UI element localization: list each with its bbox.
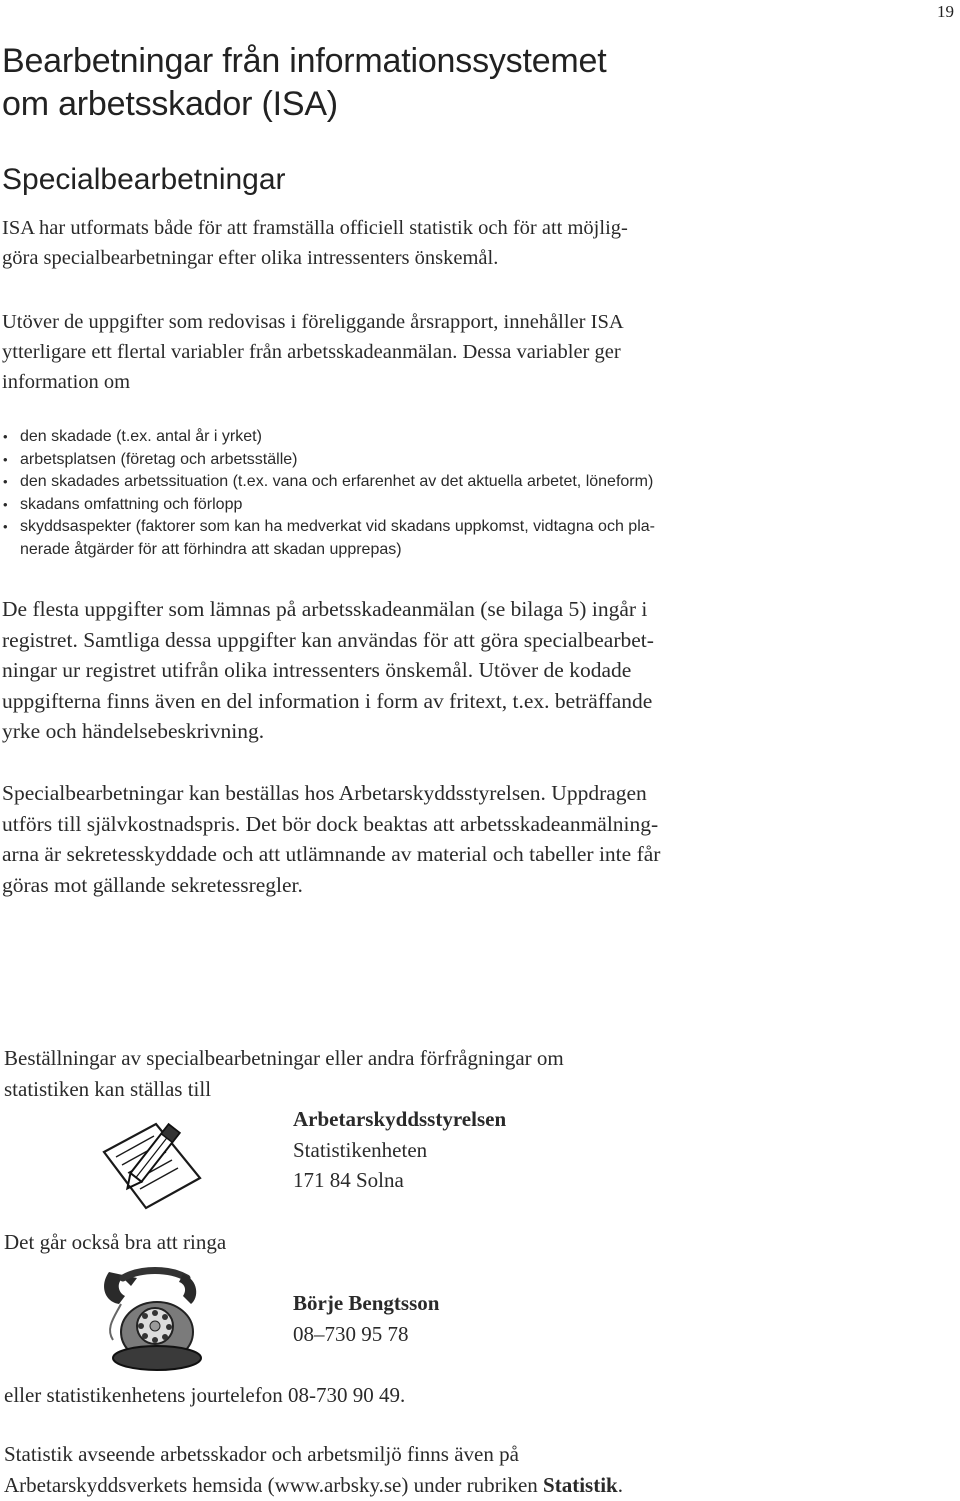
text-line: göras mot gällande sekretessregler. [2,872,303,897]
text-line: statistiken kan ställas till [4,1077,212,1101]
text-line: Specialbearbetningar kan beställas hos Arbetarskyddsstyrelsen. Uppdragen [2,781,647,805]
bullet-icon: • [3,429,8,444]
address-unit: Statistikenheten [293,1137,428,1162]
switchboard-info: eller statistikenhetens jourtelefon 08-730 90 49. [4,1383,406,1407]
contact-name: Börje Bengtsson [293,1291,440,1315]
contact-person [293,1288,439,1349]
text-line: information om [2,371,131,393]
contact-phone: 08–730 95 78 [293,1321,409,1346]
section-heading: Specialbearbetningar [2,163,286,196]
address-organization: Arbetarskyddsstyrelsen [293,1107,507,1131]
text-line: uppgifterna finns även en del information i form av fritext, t.ex. beträffande [2,688,653,713]
text-line: De flesta uppgifter som lämnas på arbetsskadeanmälan (se bilaga 5) ingår i [2,597,648,621]
list-item: • den skadade (t.ex. antal år i yrket) [2,426,762,449]
registry-paragraph [2,594,758,747]
list-item-continuation: nerade åtgärder för att förhindra att skadan upprepas) [20,540,402,558]
text-line: ytterligare ett flertal variabler från arbetsskadeanmälan. Dessa variabler ger [2,341,621,363]
page-number: 19 [937,2,954,21]
postal-address [293,1104,506,1196]
bullet-icon: • [3,496,8,512]
ordering-paragraph [2,778,758,900]
website-info [4,1439,623,1501]
pencil-paper-icon [96,1112,216,1212]
page-title [2,40,902,126]
list-item: • arbetsplatsen (företag och arbetsställe) [2,449,762,472]
text-line: ISA har utformats både för att framställa officiell statistik och för att möjlig- [2,217,628,239]
text-line: Beställningar av specialbearbetningar eller andra förfrågningar om [4,1046,564,1070]
text-line: registret. Samtliga dessa uppgifter kan användas för att göra specialbearbet- [2,627,654,652]
text-line: göra specialbearbetningar efter olika intressenters önskemål. [2,247,499,269]
text-line: yrke och händelsebeskrivning. [2,719,265,743]
text-line: utförs till självkostnadspris. Det bör dock beaktas att arbetsskadeanmälning- [2,811,659,836]
variables-paragraph [2,307,758,397]
list-item: • den skadades arbetssituation (t.ex. vana och erfarenhet av det aktuella arbetet, löneform) [2,471,762,494]
title-line: om arbetsskador (ISA) [2,85,338,123]
bullet-icon: • [3,451,8,467]
text-line: Statistik avseende arbetsskador och arbetsmiljö finns även på [4,1442,519,1466]
list-item: • skadans omfattning och förlopp [2,494,762,517]
text-line: arna är sekretesskyddade och att utlämnande av material och tabeller inte får [2,842,661,866]
variables-list [2,426,762,562]
bullet-icon: • [3,474,8,490]
phone-intro: Det går också bra att ringa [4,1230,227,1254]
address-postcode: 171 84 Solna [293,1168,404,1192]
statistik-heading-ref: Statistik [543,1473,618,1497]
text-line: Utöver de uppgifter som redovisas i föreliggande årsrapport, innehåller ISA [2,311,624,333]
telephone-icon [95,1266,205,1376]
title-line: Bearbetningar från informationssystemet [2,42,607,80]
bullet-icon: • [3,519,8,535]
list-item: • skyddsaspekter (faktorer som kan ha medverkat vid skadans uppkomst, vidtagna och pla- [2,516,762,539]
order-info [4,1043,564,1105]
intro-paragraph [2,213,758,273]
text-line: Arbetarskyddsverkets hemsida (www.arbsky.se) under rubriken Statistik. [4,1473,623,1497]
text-line: ningar ur registret utifrån olika intressenters önskemål. Utöver de kodade [2,658,632,682]
